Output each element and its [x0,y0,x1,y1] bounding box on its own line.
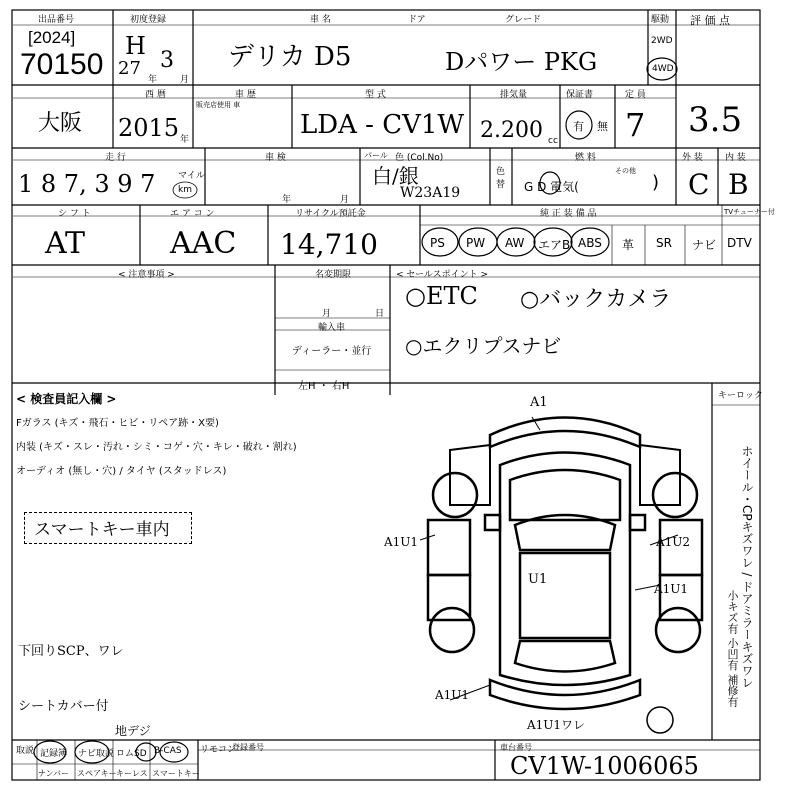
score-value: 3.5 [688,100,743,140]
year-bracket: [2024] [28,28,76,47]
sales-point-2: ○バックカメラ [520,287,672,312]
check-year: 年 [282,195,292,205]
equip-airbag: エアB [538,238,571,252]
diagram-u1-center: U1 [528,572,548,587]
footer-smartkey: スマートキー [152,769,200,778]
inspect-line-1: Fガラス (キズ・飛石・ヒビ・リペア跡・X要) [16,418,219,429]
footer-bcas: B-CAS [154,746,182,756]
pearl-label: パール [364,151,388,160]
import-value: ディーラー・並行 [292,346,372,357]
import-label: 輸入車 [318,323,346,333]
footer-spare-key: スペアキー [77,769,117,778]
model-year: 2015 [118,114,180,142]
equip-aw: AW [505,236,525,250]
diagram-a1-bottom-left: A1U1 [435,688,470,702]
interior-label: 内 装 [725,153,746,163]
drive-2wd: 2WD [651,36,673,46]
chassis-label: 車台番号 [500,743,532,752]
notes-label: < 注意事項 > [118,270,175,280]
diagram-a1-bottom: A1U1ワレ [527,718,586,732]
drive-4wd: 4WD [652,64,674,74]
name-change-month: 月 [322,309,332,319]
history-sub: 販売店使用 車 [196,101,241,109]
inspect-note-2: シートカバー付 [18,699,109,714]
inspect-line-2: 内装 (キズ・スレ・汚れ・シミ・コゲ・穴・キレ・破れ・割れ) [16,442,297,453]
lot-label: 出品番号 [38,15,75,25]
name-change-day: 日 [375,309,385,319]
ac-label: エ ア コ ン [170,209,215,219]
mileage-label: 走 行 [105,153,126,163]
inspect-note-1: 下回りSCP、ワレ [18,644,124,659]
equip-dtv: DTV [727,236,752,250]
recycle-value: 14,710 [280,228,378,261]
recycle-label: リサイクル預託金 [295,209,366,219]
warranty-no: 無 [597,120,608,133]
footer-number: ナンバー [38,769,70,778]
model-year-label: 西 暦 [145,90,166,100]
mile-unit: マイル [178,171,205,181]
warranty-circle [563,108,595,142]
footer-circles [30,738,200,766]
equip-abs: ABS [578,236,602,250]
equip-label: 純 正 装 備 品 [540,209,597,219]
region: 大阪 [38,110,83,135]
handle-value: 左H ・ 右H [298,381,350,392]
smartkey-text: スマートキー車内 [34,520,170,539]
sales-label: < セールスポイント > [396,270,488,280]
warranty-label: 保証書 [566,90,594,100]
inspect-line-3: オーディオ (無し・穴) / タイヤ (スタッドレス) [16,466,227,477]
tuner-label: TVチューナー付 [724,208,775,216]
footer-hand-chideji: 地デジ [115,724,151,738]
footer-toriSetsu: 取説 [16,746,35,756]
reg-no-label: 登録番号 [232,743,264,752]
interior-value: B [728,168,749,201]
first-reg-label: 初度登録 [130,15,167,25]
equip-leather: 革 [622,238,635,252]
type-value: LDA - CV1W [300,110,465,140]
equip-navi: ナビ [692,238,717,252]
footer-navi-manual: ナビ取説 [78,749,115,759]
displacement-label: 排気量 [500,90,528,100]
fuel-label: 燃 料 [575,153,596,163]
diagram-a1-top: A1 [530,395,548,410]
equip-circles [418,222,618,266]
inspect-title: < 検査員記入欄 > [16,392,117,406]
fuel-d-circle [538,170,562,196]
footer-rom-sd: ロムSD [116,749,147,759]
drive-4wd-circle [645,56,679,82]
car-name: デリカ D5 [228,42,352,72]
model-year-suffix: 年 [180,135,190,145]
color-value: 白/銀 [372,164,419,188]
history-label: 車 歴 [235,90,256,100]
exterior-label: 外 装 [682,153,703,163]
inspect-vertical-2: 小キズ有 小凹有 補修有 [726,590,739,707]
capacity-value: 7 [625,106,646,144]
mileage-value: 1 8 7, 3 9 7 [18,170,156,198]
drive-label: 駆動 [651,15,670,25]
diagram-a1-left: A1U1 [384,535,419,549]
warranty-yes: 有 [573,120,584,133]
chassis-value: CV1W-1006065 [510,752,699,780]
lot-number: 70150 [20,48,104,81]
month-unit: 月 [180,75,190,85]
displacement-value: 2.200 [480,118,543,143]
shift-label: シ フ ト [58,209,91,219]
ac-value: AAC [170,226,237,261]
diagram-a1-right-top: A1U2 [656,535,691,549]
exterior-value: C [688,168,710,201]
sales-point-1: ○ETC [405,282,478,310]
diagram-a1-right: A1U1 [654,582,689,596]
key-lock-label: キーロック [718,391,763,401]
shift-value: AT [45,226,86,261]
color-no: W23A19 [400,185,461,201]
fuel-close: ) [652,172,660,193]
equip-sr: SR [656,236,672,250]
capacity-label: 定 員 [625,90,646,100]
fuel-other: その他 [615,167,636,175]
equip-pw: PW [466,236,486,250]
sales-point-3: ○エクリプスナビ [405,334,562,358]
footer-kirokubo: 記録簿 [40,749,68,759]
check-month: 月 [340,195,350,205]
car-diagram [420,405,710,735]
inspect-vertical: ホイール・CPキズワレ / ドアミラーキズワレ [740,445,754,689]
km-circle [170,162,204,200]
year-unit: 年 [148,75,158,85]
name-change-label: 名変期限 [315,270,352,280]
eval-label: 評 価 点 [690,14,730,27]
km-unit: km [178,185,192,195]
car-name-label: 車 名 [310,15,331,25]
reg-year: 27 [118,58,141,79]
cc-unit: cc [548,136,558,146]
color-label: 色 (Col.No) [395,153,444,163]
era: H [125,32,146,60]
footer-remote: リモコン [200,745,237,755]
footer-keyless: キーレス [116,769,148,778]
reg-month: 3 [160,48,174,73]
type-label: 型 式 [365,90,386,100]
equip-ps: PS [430,236,445,250]
check-label: 車 検 [265,153,286,163]
color-change-label: 色替 [496,167,506,190]
fuel-options: G D 電気( [524,180,579,194]
door-label: ドア [408,15,426,25]
grade-label: グレード [505,15,542,25]
grade-value: Dパワー PKG [445,48,598,76]
